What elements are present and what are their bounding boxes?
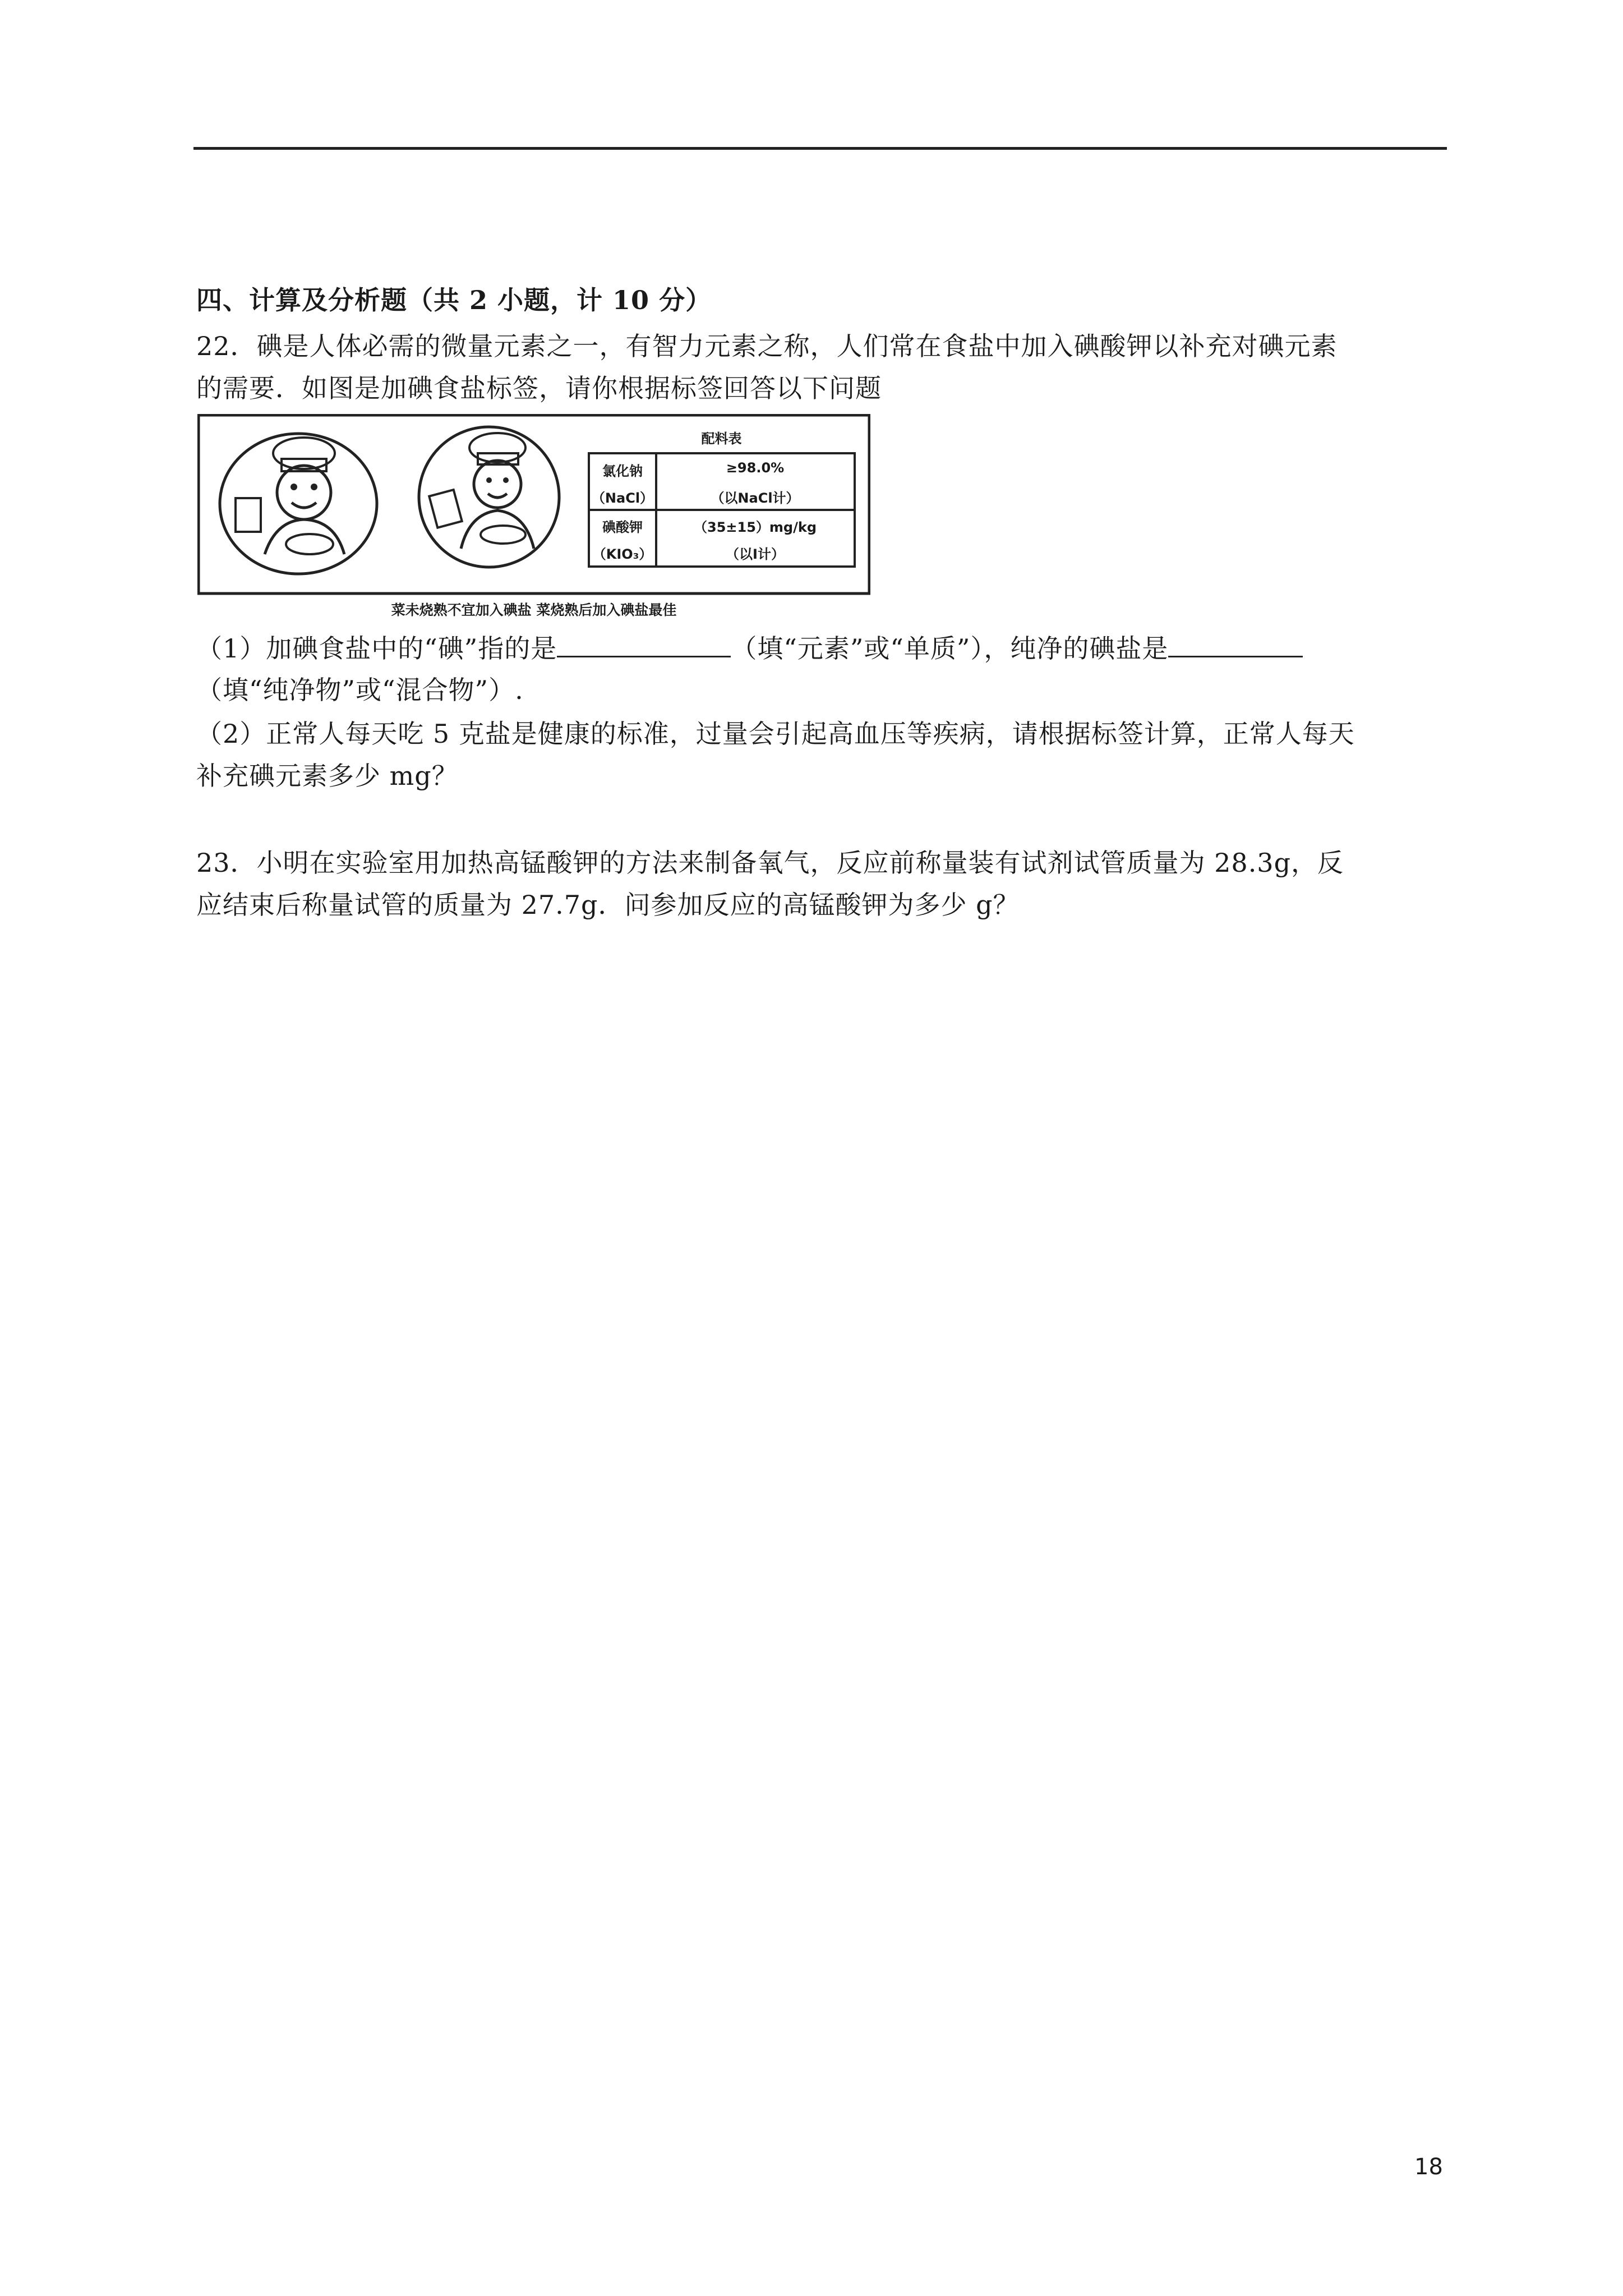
answer-blank-pure-or-mixture[interactable] [1168, 631, 1303, 657]
section-title: 四、计算及分析题（共 2 小题，计 10 分） [196, 285, 712, 315]
ingredient-formula: （NaCl） [591, 490, 654, 506]
sub2-line2: 补充碘元素多少 mg？ [196, 761, 458, 791]
sub1-part-b: （填“元素”或“单质”），纯净的碘盐是 [731, 633, 1169, 664]
sub1-line1 [196, 631, 1303, 665]
ingredient-name: 碘酸钾 [602, 519, 643, 535]
ingredient-name: 氯化钠 [602, 463, 643, 479]
ingredient-note: （以NaCl计） [711, 490, 800, 506]
sub1-line2: （填“纯净物”或“混合物”）. [196, 675, 524, 705]
answer-blank-element-or-substance[interactable] [557, 631, 731, 657]
ingredient-note: （以I计） [726, 546, 785, 562]
ingredient-table-title: 配料表 [701, 431, 742, 447]
ingredient-formula: （KIO₃） [592, 546, 653, 562]
header-rule [193, 147, 1447, 150]
sub2-line1: （2）正常人每天吃 5 克盐是健康的标准，过量会引起高血压等疾病，请根据标签计算，正常人每天 [196, 719, 1355, 749]
page-number: 18 [1414, 2154, 1443, 2180]
ingredient-value: ≥98.0% [726, 460, 785, 476]
q23-line2: 应结束后称量试管的质量为 27.7g．问参加反应的高锰酸钾为多少 g？ [196, 890, 1020, 920]
figure-caption: 菜未烧熟不宜加入碘盐 菜烧熟后加入碘盐最佳 [391, 602, 677, 618]
q23-line1: 23．小明在实验室用加热高锰酸钾的方法来制备氧气，反应前称量装有试剂试管质量为 28.3g，反 [196, 848, 1344, 878]
q22-line1: 22．碘是人体必需的微量元素之一，有智力元素之称，人们常在食盐中加入碘酸钾以补充对碘元素 [196, 331, 1338, 361]
ingredient-value: （35±15）mg/kg [694, 519, 817, 535]
sub1-part-a: （1）加碘食盐中的“碘”指的是 [196, 633, 557, 664]
q22-line2: 的需要．如图是加碘食盐标签，请你根据标签回答以下问题 [196, 373, 882, 403]
